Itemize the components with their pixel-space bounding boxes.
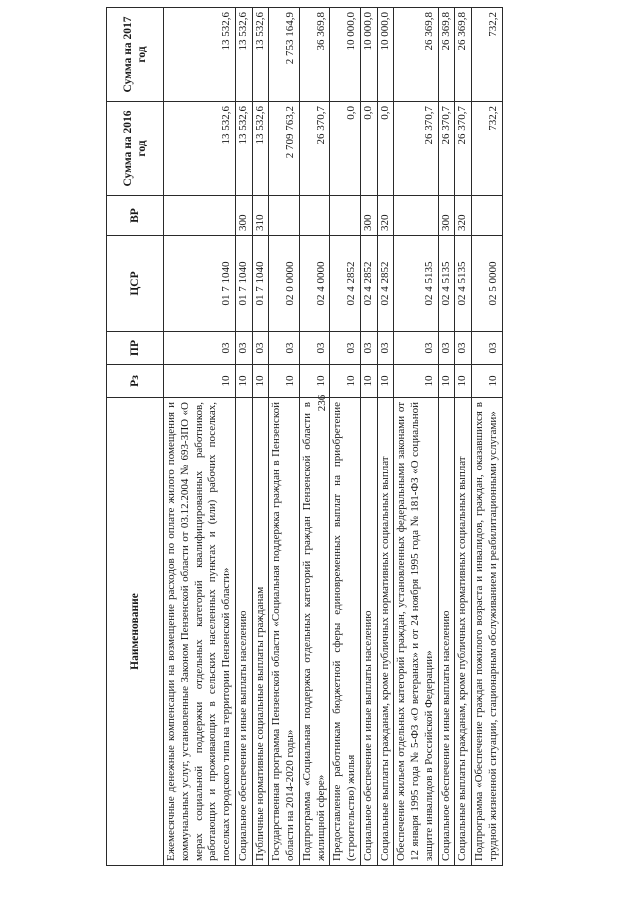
cell-sum-2016: 13 532,6 <box>164 102 236 196</box>
page-number: 236 <box>316 394 328 412</box>
cell-sum-2016: 26 370,7 <box>299 102 330 196</box>
header-vr: ВР <box>107 196 164 236</box>
cell-rz: 10 <box>299 365 330 398</box>
cell-csr: 01 7 1040 <box>164 236 236 332</box>
cell-vr <box>330 196 361 236</box>
cell-sum-2017: 13 532,6 <box>252 8 269 102</box>
header-name: Наименование <box>107 398 164 866</box>
cell-vr <box>299 196 330 236</box>
cell-vr <box>164 196 236 236</box>
budget-table <box>106 7 503 866</box>
cell-sum-2017: 26 369,8 <box>438 8 455 102</box>
cell-sum-2017: 13 532,6 <box>164 8 236 102</box>
cell-sum-2017: 26 369,8 <box>394 8 438 102</box>
cell-rz: 10 <box>472 365 503 398</box>
cell-name: Социальные выплаты гражданам, кроме публичных нормативных социальных выплат <box>377 398 394 866</box>
cell-vr: 310 <box>252 196 269 236</box>
cell-csr: 02 5 0000 <box>472 236 503 332</box>
cell-pr: 03 <box>164 332 236 365</box>
cell-sum-2016: 732,2 <box>472 102 503 196</box>
cell-rz: 10 <box>360 365 377 398</box>
cell-name: Социальное обеспечение и иные выплаты населению <box>360 398 377 866</box>
cell-name: Социальное обеспечение и иные выплаты населению <box>438 398 455 866</box>
cell-rz: 10 <box>252 365 269 398</box>
cell-sum-2017: 2 753 164,9 <box>269 8 300 102</box>
cell-vr <box>472 196 503 236</box>
cell-sum-2017: 36 369,8 <box>299 8 330 102</box>
cell-rz: 10 <box>394 365 438 398</box>
cell-name: Социальное обеспечение и иные выплаты населению <box>235 398 252 866</box>
cell-vr: 300 <box>438 196 455 236</box>
cell-vr: 300 <box>360 196 377 236</box>
cell-pr: 03 <box>269 332 300 365</box>
cell-sum-2017: 26 369,8 <box>455 8 472 102</box>
cell-rz: 10 <box>164 365 236 398</box>
cell-csr: 02 4 5135 <box>394 236 438 332</box>
cell-sum-2017: 10 000,0 <box>330 8 361 102</box>
cell-csr: 02 4 0000 <box>299 236 330 332</box>
cell-sum-2016: 0,0 <box>360 102 377 196</box>
cell-name: Публичные нормативные социальные выплаты гражданам <box>252 398 269 866</box>
cell-name: Социальные выплаты гражданам, кроме публичных нормативных социальных выплат <box>455 398 472 866</box>
cell-csr: 02 4 5135 <box>455 236 472 332</box>
table-row <box>455 8 472 866</box>
cell-name: Государственная программа Пензенской области «Социальная поддержка граждан в Пензенской области на 2014-2020 годы» <box>269 398 300 866</box>
table-row <box>394 8 438 866</box>
cell-pr: 03 <box>235 332 252 365</box>
cell-vr: 300 <box>235 196 252 236</box>
cell-pr: 03 <box>377 332 394 365</box>
cell-name: Подпрограмма «Обеспечение граждан пожилого возраста и инвалидов, граждан, оказавшихся в трудной жизненной ситуации, стационарным обслуживанием и реабилитационными услугами» <box>472 398 503 866</box>
cell-csr: 01 7 1040 <box>235 236 252 332</box>
cell-rz: 10 <box>438 365 455 398</box>
header-pr: ПР <box>107 332 164 365</box>
cell-sum-2016: 26 370,7 <box>438 102 455 196</box>
cell-csr: 02 0 0000 <box>269 236 300 332</box>
cell-rz: 10 <box>377 365 394 398</box>
table-row <box>269 8 300 866</box>
header-csr: ЦСР <box>107 236 164 332</box>
table-row <box>438 8 455 866</box>
cell-sum-2016: 26 370,7 <box>455 102 472 196</box>
cell-vr <box>394 196 438 236</box>
cell-csr: 01 7 1040 <box>252 236 269 332</box>
cell-rz: 10 <box>455 365 472 398</box>
cell-vr: 320 <box>455 196 472 236</box>
cell-rz: 10 <box>235 365 252 398</box>
cell-csr: 02 4 2852 <box>330 236 361 332</box>
cell-pr: 03 <box>394 332 438 365</box>
cell-pr: 03 <box>299 332 330 365</box>
cell-sum-2016: 2 709 763,2 <box>269 102 300 196</box>
table-row <box>330 8 361 866</box>
cell-sum-2017: 13 532,6 <box>235 8 252 102</box>
cell-rz: 10 <box>330 365 361 398</box>
table-row <box>360 8 377 866</box>
cell-vr <box>269 196 300 236</box>
cell-rz: 10 <box>269 365 300 398</box>
cell-pr: 03 <box>252 332 269 365</box>
cell-pr: 03 <box>472 332 503 365</box>
header-sum-2016: Сумма на 2016 год <box>107 102 164 196</box>
cell-sum-2016: 0,0 <box>330 102 361 196</box>
cell-sum-2016: 13 532,6 <box>235 102 252 196</box>
cell-name: Подпрограмма «Социальная поддержка отдельных категорий граждан Пензенской области в жилищной сфере» <box>299 398 330 866</box>
cell-sum-2017: 732,2 <box>472 8 503 102</box>
header-rz: Рз <box>107 365 164 398</box>
table-row <box>299 8 330 866</box>
cell-vr: 320 <box>377 196 394 236</box>
cell-name: Обеспечение жильем отдельных категорий граждан, установленных федеральными законами от 12 января 1995 года № 5-ФЗ «О ветеранах» и от 24 ноября 1995 года № 181-ФЗ «О социальной защите инвалидов в Российской Федерации» <box>394 398 438 866</box>
cell-sum-2017: 10 000,0 <box>377 8 394 102</box>
cell-sum-2017: 10 000,0 <box>360 8 377 102</box>
table-row <box>164 8 236 866</box>
cell-sum-2016: 26 370,7 <box>394 102 438 196</box>
cell-pr: 03 <box>330 332 361 365</box>
table-row <box>472 8 503 866</box>
cell-csr: 02 4 5135 <box>438 236 455 332</box>
cell-name: Предоставление работникам бюджетной сферы единовременных выплат на приобретение (строительство) жилья <box>330 398 361 866</box>
cell-pr: 03 <box>360 332 377 365</box>
table-row <box>377 8 394 866</box>
cell-csr: 02 4 2852 <box>360 236 377 332</box>
table-row <box>235 8 252 866</box>
cell-csr: 02 4 2852 <box>377 236 394 332</box>
cell-name: Ежемесячные денежные компенсации на возмещение расходов по оплате жилого помещения и коммунальных услуг, установленные Законом Пензенской области от 03.12.2004 № 693-ЗПО «О мерах социальной поддержки отдельных категорий квалифицированных работников, работающих и проживающих в сельских населенных пунктах и (или) рабочих поселках, поселках городского типа на территории Пензенской области» <box>164 398 236 866</box>
cell-sum-2016: 13 532,6 <box>252 102 269 196</box>
table-header-row <box>107 8 164 866</box>
cell-pr: 03 <box>438 332 455 365</box>
cell-pr: 03 <box>455 332 472 365</box>
table-row <box>252 8 269 866</box>
cell-sum-2016: 0,0 <box>377 102 394 196</box>
budget-table-container <box>106 8 528 866</box>
header-sum-2017: Сумма на 2017 год <box>107 8 164 102</box>
